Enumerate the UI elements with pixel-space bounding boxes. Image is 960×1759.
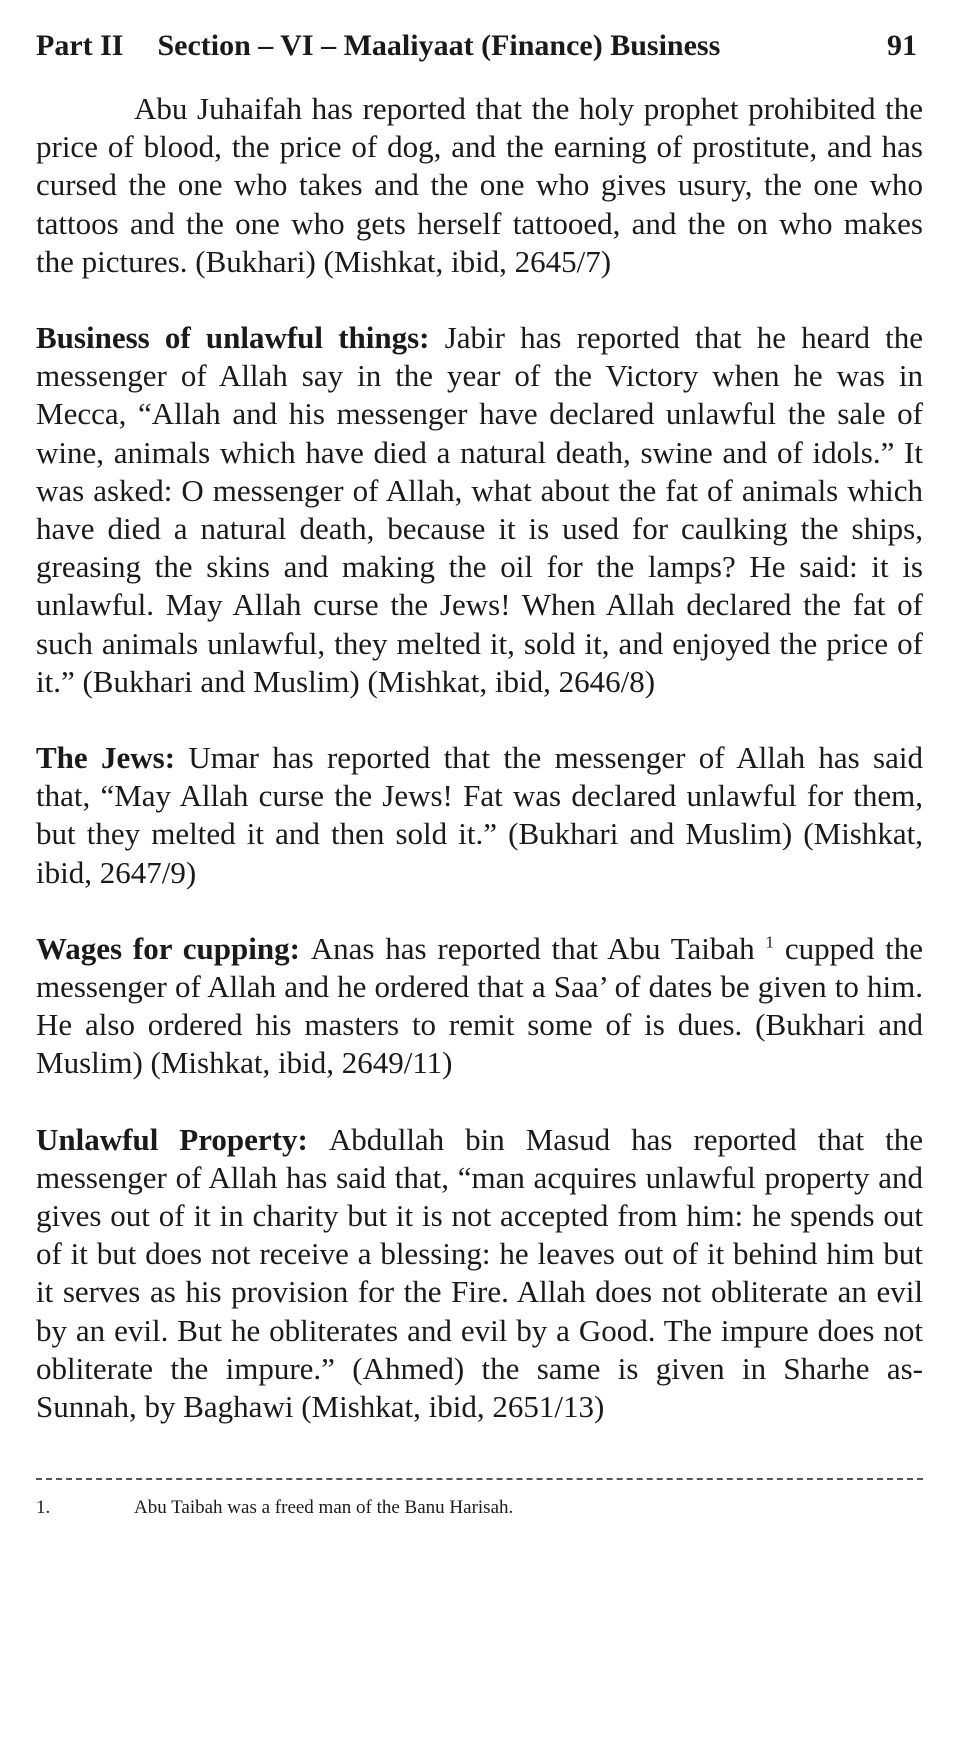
paragraph-text: Umar has reported that the messenger of Allah has said that, “May Allah curse the Jews! Fat was declared unlawful for them, but they melted it and then sold it.” (Bukhari and Muslim) (Mishkat, ibid, 2647/9)	[36, 740, 923, 890]
running-header	[36, 24, 923, 68]
paragraph-text: Abu Juhaifah has reported that the holy prophet prohibited the price of blood, the price of dog, and the earning of prostitute, and has cursed the one who takes and the one who gives usury, the one who tattoos and the one who gets herself tattooed, and the on who makes the pictures. (Bukhari) (Mishkat, ibid, 2645/7)	[36, 91, 923, 279]
paragraph-text: Abdullah bin Masud has reported that the messenger of Allah has said that, “man acquires unlawful property and gives out of it in charity but it is not accepted from him: he spends out of it but does not receive a blessing: he leaves out of it behind him but it serves as his provision for the Fire. Allah does not obliterate an evil by an evil. But he obliterates and evil by a Good. The impure does not obliterate the impure.” (Ahmed) the same is given in Sharhe as-Sunnah, by Baghawi (Mishkat, ibid, 2651/13)	[36, 1121, 923, 1425]
paragraph-text-lead: Anas has reported that Abu Taibah	[310, 930, 755, 966]
paragraph-abu-juhaifah	[36, 90, 923, 281]
paragraph-the-jews	[36, 739, 923, 892]
header-left	[36, 24, 720, 68]
footnote-reference[interactable]: 1	[765, 932, 774, 952]
page	[36, 24, 923, 1520]
footnote-number: 1.	[36, 1497, 51, 1519]
footnote-text: Abu Taibah was a freed man of the Banu Harisah.	[134, 1497, 514, 1519]
paragraph-text: Jabir has reported that he heard the messenger of Allah say in the year of the Victory when he was in Mecca, “Allah and his messenger have declared unlawful the sale of wine, animals which have died a natural death, swine and of idols.” It was asked: O messenger of Allah, what about the fat of animals which have died a natural death, because it is used for caulking the ships, greasing the skins and making the oil for the lamps? He said: it is unlawful. May Allah curse the Jews! When Allah declared the fat of such animals unlawful, they melted it, sold it, and enjoyed the price of it.” (Bukhari and Muslim) (Mishkat, ibid, 2646/8)	[36, 320, 923, 699]
footnote-divider	[36, 1478, 923, 1480]
page-number: 91	[887, 29, 917, 62]
paragraph-unlawful-things	[36, 319, 923, 701]
paragraph-heading: The Jews:	[36, 740, 176, 776]
paragraph-heading: Business of unlawful things:	[36, 320, 430, 356]
paragraph-wages-cupping	[36, 930, 923, 1083]
paragraph-heading: Unlawful Property:	[36, 1121, 308, 1157]
paragraph-unlawful-property	[36, 1121, 923, 1427]
part-label: Part II	[36, 29, 124, 62]
paragraph-text: cupped the messenger of Allah and he ordered that a Saa’ of dates be given to him. He also ordered his masters to remit some of is dues. (Bukhari and Muslim) (Mishkat, ibid, 2649/11)	[36, 930, 924, 1081]
section-title: Section – VI – Maaliyaat (Finance) Business	[157, 29, 721, 62]
footnote	[36, 1496, 923, 1520]
paragraph-heading: Wages for cupping:	[36, 930, 300, 966]
